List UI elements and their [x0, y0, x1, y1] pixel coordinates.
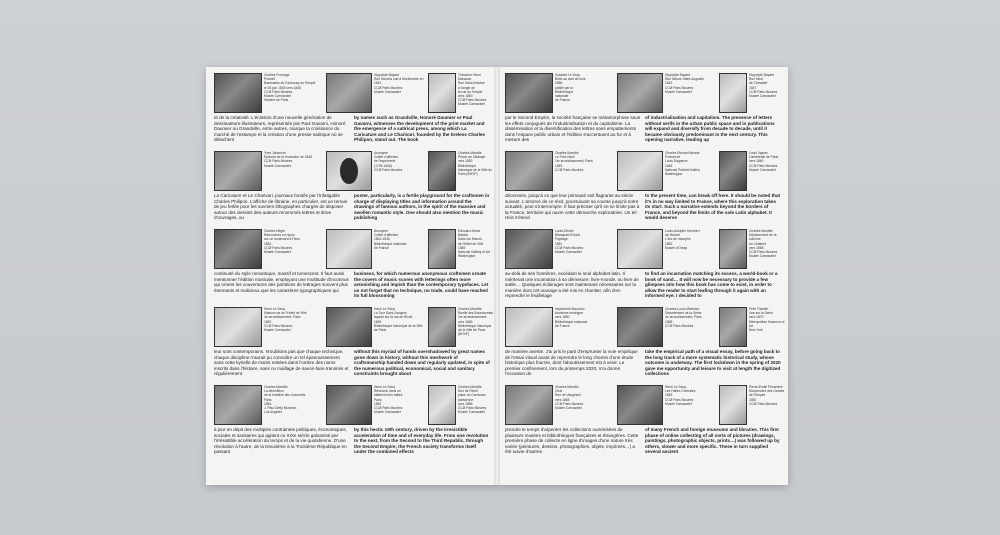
body-text-english: take the empirical path of a visual essay, before going back to the long track of a more systematic historical study, whose outcome is underway. The first lockdown in the spring of 2020 gave me opportunity and leisure to visit at length the digitized collections [645, 349, 781, 377]
archival-photo [719, 229, 747, 269]
left-page [206, 67, 497, 485]
archival-photo [617, 307, 663, 347]
archival-photo [505, 73, 553, 113]
archival-photo [719, 73, 747, 113]
photo-caption: Henri Le Secq Maison rue de l'Hôtel de Ville 4e arrondissement, Paris 1852 CCØ Paris Musées Musée Carnavalet [264, 307, 307, 333]
photo-caption: Pierre-Émile Pécarrère Mouvement des Gardes de l'Empire 1850 CCØ Paris Musées [749, 385, 785, 406]
photo-caption: Yves Johannot Épisode de la révolution de 1848 CCØ Paris Musées Musée Carnavalet [264, 151, 313, 168]
body-text-english: of many French and foreign museums and libraries. This first phase of online collecting of all sorts of pictures (drawings, paintings, photographic objects, prints…) was followed up by others, slower and more specific. These in turn supplied several ancient [645, 427, 780, 455]
photo-caption: Félix Thiollier Vue sur la Seine vers 1870 Metropolitan Museum of Art New York [749, 307, 785, 333]
archival-photo [326, 229, 372, 269]
archival-photo [505, 229, 553, 269]
body-text-french: leur sont contemporains. N'oublions pas que chaque technique, chaque discipline n'aurait pu connaître un tel épanouissement sans cette kyrielle de mains restées dans l'ombre des noms inscrits dans l'histoire, sans ce maillage de savoir-faire transmis et régulièrement [214, 349, 349, 377]
photo-caption: Charles Marville La démolition de la fontaine des Innocents Paris 1854 J. Paul Getty Museum Los Angeles [264, 385, 306, 415]
archival-photo [428, 151, 456, 191]
archival-photo [505, 307, 553, 347]
photo-caption: Édouard-Denis Baldus Salon du Manoir de l'Hôtel de Ville 1855 National Gallery of Art Washington [458, 229, 491, 259]
photo-caption: Charles Marville Chat Rue de Vaugirard vers 1865 CCØ Paris Musées Musée Carnavalet [555, 385, 584, 411]
photo-caption: Henri Le Secq La Tour Saint-Jacques façade sur la rue de Rivoli 1853 Bibliothèque historique de la Ville de Paris [374, 307, 423, 333]
archival-photo [214, 151, 262, 191]
body-text-french: décennies, jusqu'à ce que leur primauté soit flagrante au siècle suivant. L'amorce de ce récit, poursuivant sa course jusqu'à notre actualité, peut s'interrompre. Il faut préciser qu'il ne se limite pas à la France, territoire qui ouvre cette démarche exploratoire. Un tel récit s'étend [505, 193, 640, 221]
archival-photo [428, 229, 456, 269]
archival-photo [326, 385, 372, 425]
body-text-english: by names such as Grandville, Honoré Daumier or Paul Gavarni, witnesses the development of the print market and the emergence of a satirical press, among which La Caricature and Le Charivari, founded by the tireless Charles Philipon, stand out. The book [354, 115, 485, 143]
archival-photo [214, 73, 262, 113]
body-text-english: to the present time, can break off here. It should be noted that it's in no way limited to France, where this exploration takes its start. Such a narrative extends beyond the borders of France, and beyond the limits of the sole Latin alphabet. It would deserve [645, 193, 781, 221]
open-book [206, 67, 788, 485]
archival-photo [326, 151, 372, 191]
archival-photo [719, 385, 747, 425]
archival-photo [428, 73, 456, 113]
archival-photo [214, 385, 262, 425]
body-text-french: à jour en dépit des multiples contraintes politiques, économiques, sociales et sanitaires qui agitent ce XIXe siècle galvanisé par l'irrésistible accélération du temps et de la vie quotidienne. D'une révolution à l'autre, de la Deuxième à la Troisième République en passant [214, 427, 347, 455]
photo-caption: Théodore Henri Mansson Rue Saint-Antoine à l'angle de la rue du Temple vers 1860 CCØ Paris Musées Musée Carnavalet [458, 73, 487, 107]
archival-photo [428, 385, 456, 425]
photo-caption: Hippolyte Bayard Rue Neuve-Saint-Augustin 1842 CCØ Paris Musées Musée Carnavalet [665, 73, 705, 94]
body-text-french: au-delà de ses frontières, excédant le seul alphabet latin. Il mériterait une incarnation à sa démesure, livre-monde, ou livre de sable… Quelques éclairages sont maintenant nécessaires sur la manière dont cet ouvrage a été mis en chantier, afin d'en reprendre le feuilletage [505, 271, 639, 299]
body-text-french: La Caricature et Le Charivari, journaux fondés par l'infatigable Charles Philipon. L'affiche de librairie, en particulier, est un terrain de jeu fertile pour les ouvriers lithographes chargés de disposer autour des dessins des auteurs renommés lettres et titres d'ouvrages, ou [214, 193, 348, 221]
photo-caption: Charles Marville Prison de l'Abbaye vers 1852 Bibliothèque historique de la Ville de Paris (BHVP) [458, 151, 493, 177]
body-text-french: de manière avertie. J'ai pris le parti d'emprunter la voie empirique de l'essai visuel avant de reprendre le long chemin d'une étude historique plus fournie, dont l'aboutissement est à venir. Le premier confinement, lors du printemps 2020, m'a donné l'occasion de [505, 349, 638, 377]
archival-photo [719, 307, 747, 347]
body-text-english: of industrialisation and capitalism. The presence of letters without serifs in the urban public space and in publications will expand and diversify from decade to decade, until it became obviously predominant in the next century. This opening narrative, leading up [645, 115, 775, 143]
archival-photo [617, 73, 663, 113]
right-page [497, 67, 788, 485]
photo-caption: Louis-Désiré Blanquart-Evrard Paysage 1851 CCØ Paris Musées Musée Carnavalet [555, 229, 584, 255]
archival-photo [505, 385, 553, 425]
book-spine [494, 67, 500, 485]
body-text-french: prendre le temps d'arpenter les collections numérisées de plusieurs musées et bibliothèques françaises et étrangères. Cette première phase de collecte en ligne d'images d'une nature très variée (peintures, dessins, photographies, objets, imprimés…) a été suivie d'autres [505, 427, 639, 455]
body-text-english: by this hectic 19th century, driven by the irresistible acceleration of time and of everyday life. From one revolution to the next, from the Second to the Third Republic, through the Second Empire, the French society transforms itself under the combined effects [354, 427, 489, 455]
body-text-english: to find an incarnation matching its excess, a world-book or a book of sand… It will now be necessary to provide a few glimpses into how this book has come to exist, in order to allow the reader to start leafing through it again with an informed eye. I decided to [645, 271, 778, 299]
photo-caption: Charles Marville Le Pont-Neuf 1er arrondissement, Paris 1853 CCØ Paris Musées [555, 151, 593, 172]
photo-caption: Henri Le Secq Réservoir dans un bâtiment des halles Paris 1852 CCØ Paris Musées Musée Carnavalet [374, 385, 403, 415]
body-text-english: poster, particularly, is a fertile playground for the craftsmen in charge of displaying titles and information around the drawings of famous authors, in the spirit of the massive and swollen romantic style. One should also mention the music publishing [354, 193, 490, 221]
body-text-french: et de la créativité. L'éclosion d'une nouvelle génération de dessinateurs-illustrateurs, représentée par Paul Gavarni, Honoré Daumier ou Grandville, entre autres, marque la croissance du marché de l'estampe et la création d'une presse satirique où se détachent [214, 115, 346, 143]
photo-caption: Charles Richard Meade Portrait de Louis Daguerre 1848 National Portrait Gallery Washington [665, 151, 700, 177]
photo-caption: Charles-Louis Michelez Département de la Seine 4e arrondissement, Paris 1858 CCØ Paris Musées [665, 307, 702, 328]
archival-photo [505, 151, 553, 191]
archival-photo [214, 307, 262, 347]
photo-caption: Charles Fromage Portrait Barricades du Faubourg du Temple le 25 juin 1848 vers 1848 CCØ Paris Musées Musée Carnavalet Histoire de Paris [264, 73, 316, 103]
photo-caption: Gustave Le Gray Brick au clair de lune 1856 publié par la Bibliothèque nationale de France [555, 73, 586, 103]
photo-caption: Hippolyte Bayard Rue Norvins vue à Montmartre en 1842 CCØ Paris Musées Musée Carnavalet [374, 73, 424, 94]
archival-photo [326, 73, 372, 113]
photo-caption: Louis Vignes Cathédrale de Paris vers 1860 CCØ Paris Musées Musée Carnavalet [749, 151, 779, 172]
photo-caption: Charles Marville Rue de Rivoli place du Carrousel parisienne vers 1865 CCØ Paris Musées Musée Carnavalet [458, 385, 487, 415]
photo-caption: Louis-Adolphe Humbert de Molard L'Arc de triomphe 1852 Musée d'Orsay [665, 229, 700, 250]
photo-caption: Anonyme Collier d'affiches de l'imprimerie (1795-1846) CCØ Paris Musées [374, 151, 403, 172]
archival-photo [326, 307, 372, 347]
archival-photo [617, 385, 663, 425]
archival-photo [617, 151, 663, 191]
body-text-english: business, for which numerous anonymous craftsmen ornate the covers of music scores with letterings often more astonishing and impish than the contemporary typefaces. Let us not forget that no technique, no trade, could have reached its full blossoming [354, 271, 489, 299]
body-text-french: continuité du style romantique, massif et tumescent. Il faut aussi mentionner l'édition musicale, employant une multitude d'inconnus qui ornent les couvertures des partitions de lettrages souvent plus étonnants et malicieux que les caractères typographiques qui [214, 271, 349, 293]
archival-photo [214, 229, 262, 269]
photo-caption: Anonyme Collier d'affiches 1842-1845 Bibliothèque nationale de France [374, 229, 407, 250]
archival-photo [617, 229, 663, 269]
photo-caption: Henri Le Secq Les Halles Centrales 1853 CCØ Paris Musées Musée Carnavalet [665, 385, 696, 406]
archival-photo [428, 307, 456, 347]
body-text-french: par le Second Empire, la société française se métamorphose sous les effets conjugués de l'industrialisation et du capitalisme. La dissémination et la diversification des lettres sans empattements dans l'espace public urbain et l'édition s'accentuent au fur et à mesure des [505, 115, 641, 143]
photo-caption: Imprimerie Bouchon Ancienne enseigne vers 1850 Bibliothèque nationale de France [555, 307, 588, 328]
photo-caption: Charles Marville Déplacement de la colonne du Châtelet vers 1858 CCØ Paris Musées Musée Carnavalet [749, 229, 778, 259]
photo-caption: Hippolyte Bayard Rue Neuf de Chevalier 1847 CCØ Paris Musées Musée Carnavalet [749, 73, 778, 99]
photo-caption: Charles Marville Ruelle des Bourdonnais 1er arrondissement vers 1865 Bibliothèque historique de la Ville de Paris (BHVP) [458, 307, 494, 337]
body-text-english: without this myriad of hands overshadowed by great names gone down in history, without this meshwork of craftsmanship handed down and regularly updated, in spite of the numerous political, economical, social and sanitary constraints brought about [354, 349, 490, 377]
photo-caption: Charles Nègre Ramoneurs en repos sur un boulevard à Paris 1851 CCØ Paris Musées Musée Carnavalet [264, 229, 300, 255]
archival-photo [719, 151, 747, 191]
